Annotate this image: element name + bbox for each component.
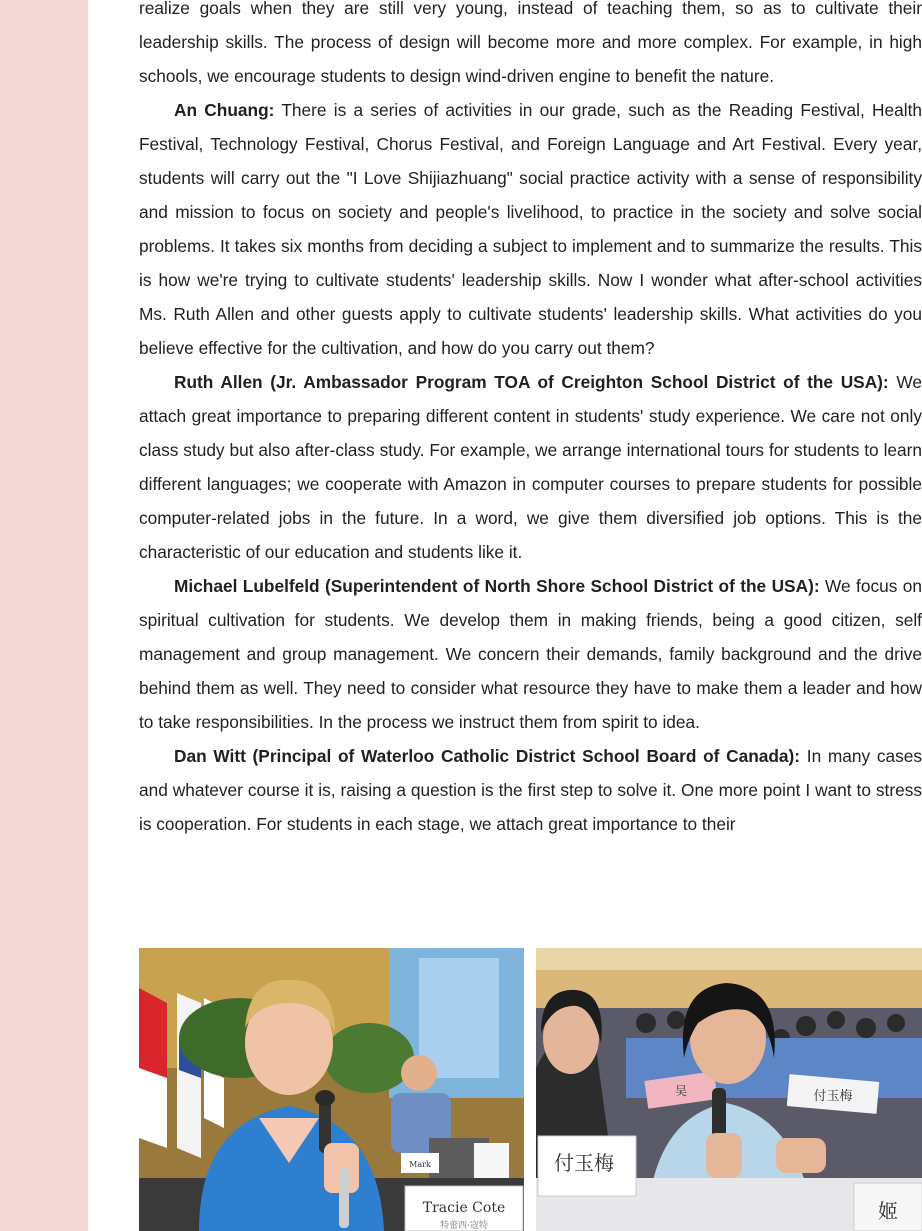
paragraph-text: There is a series of activities in our grade, such as the Reading Festival, Health Festival, Technology Festival, Chorus Festival, and Foreign Language and Art Festival. Every year, students will carry out the "I Love Shijiazhuang" social practice activity with a sense of responsibility and mission to focus on society and people's livelihood, to practice in the society and solve social problems. It takes six months from deciding a subject to implement and to summarize the results. This is how we're trying to cultivate students' leadership skills. Now I wonder what after-school activities Ms. Ruth Allen and other guests apply to cultivate students' leadership skills. What activities do you believe effective for the cultivation, and how do you carry out them? — [139, 100, 922, 358]
back-card-1-text: 付玉梅 — [813, 1089, 853, 1104]
article-body — [139, 0, 922, 841]
paragraph-ruth-allen — [139, 365, 922, 569]
back-card-text: Mark — [409, 1160, 431, 1169]
speaker-name: Dan Witt (Principal of Waterloo Catholic District School Board of Canada): — [174, 746, 801, 766]
margin-band — [0, 0, 88, 1231]
paragraph-text: We attach great importance to preparing different content in students' study experience. We care not only class study but also after-class study. For example, we arrange international tours for students to learn different languages; we cooperate with Amazon in computer courses to prepare students for possible computer-related jobs in the future. In a word, we give them diversified job options. This is the characteristic of our education and students like it. — [139, 372, 922, 562]
paragraph-michael-lubelfeld — [139, 569, 922, 739]
paragraph-text: realize goals when they are still very young, instead of teaching them, so as to cultivate their leadership skills. The process of design will become more and more complex. For example, in high schools, we encourage students to design wind-driven engine to benefit the nature. — [139, 0, 922, 86]
paragraph-dan-witt — [139, 739, 922, 841]
name-card-cn: 特蕾西·寇特 — [440, 1221, 488, 1231]
front-card-text: 付玉梅 — [554, 1151, 614, 1175]
paragraph-an-chuang — [139, 93, 922, 365]
photo-left-illustration — [139, 948, 524, 1231]
speaker-name: Michael Lubelfeld (Superintendent of North Shore School District of the USA): — [174, 576, 820, 596]
photo-right-illustration — [536, 948, 922, 1231]
speaker-name: Ruth Allen (Jr. Ambassador Program TOA of Creighton School District of the USA): — [174, 372, 889, 392]
speaker-name: An Chuang: — [174, 100, 275, 120]
corner-card-text: 姬 — [878, 1199, 898, 1223]
name-card-text: Tracie Cote — [422, 1200, 506, 1216]
back-card-2-text: 吴 — [674, 1084, 688, 1098]
photo-speaker-right — [536, 948, 922, 1231]
photo-speaker-left — [139, 948, 524, 1231]
paragraph-text: We focus on spiritual cultivation for students. We develop them in making friends, being a good citizen, self management and group management. We concern their demands, family background and the drive behind them as well. They need to consider what resource they have to make them a leader and how to take responsibilities. In the process we instruct them from spirit to idea. — [139, 576, 922, 732]
paragraph-continued — [139, 0, 922, 93]
paragraph-text: In many cases and whatever course it is, raising a question is the first step to solve it. One more point I want to stress is cooperation. For students in each stage, we attach great importance to their — [139, 746, 922, 834]
